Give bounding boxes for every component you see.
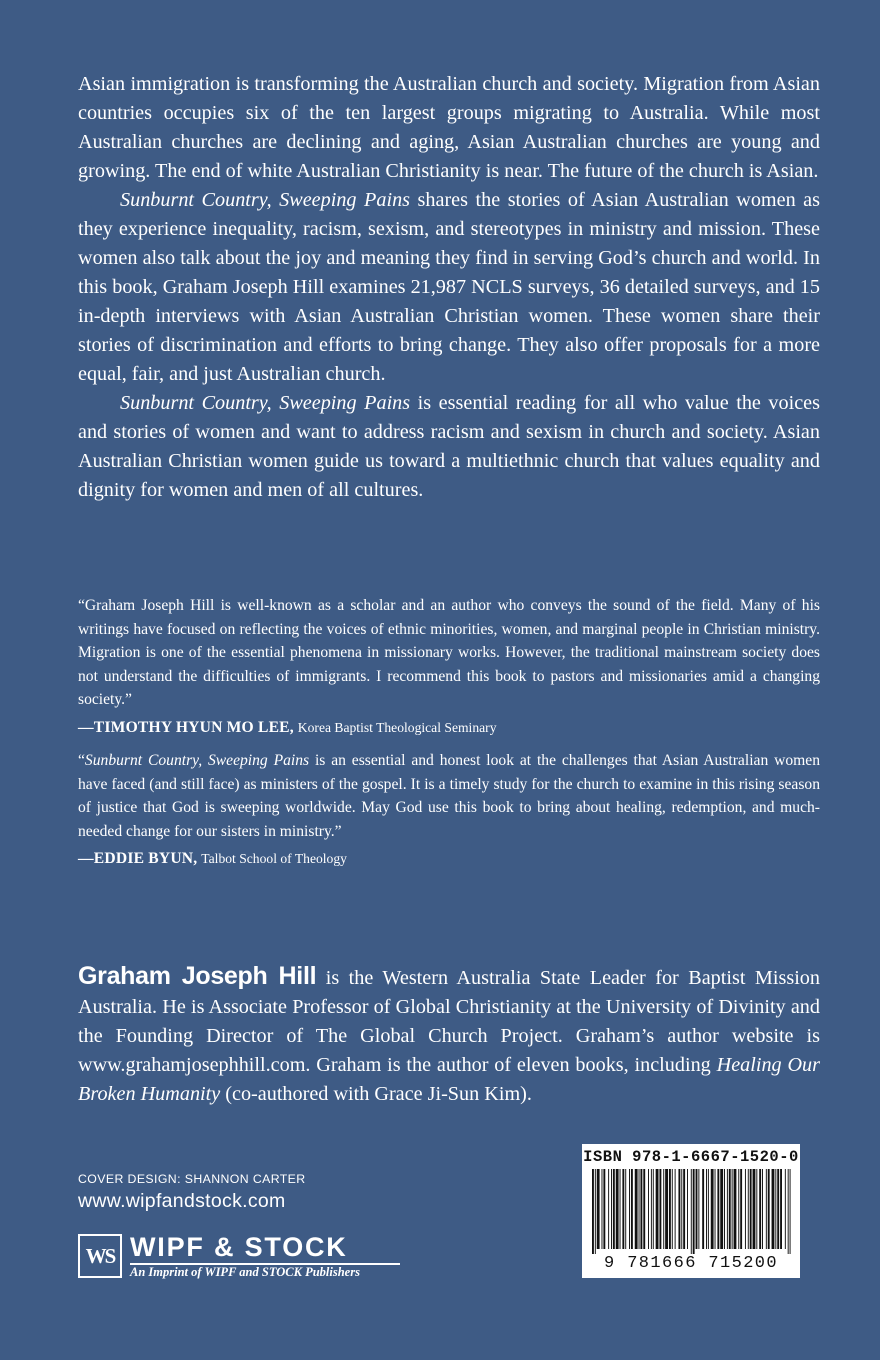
author-bio-paragraph: [78, 962, 820, 1109]
ws-logo-icon: WS: [78, 1234, 122, 1278]
publisher-name: WIPF & STOCK: [130, 1232, 348, 1262]
book-title-italic: Sunburnt Country, Sweeping Pains: [84, 752, 310, 769]
book-title-italic: Sunburnt Country, Sweeping Pains: [120, 189, 411, 211]
publisher-logo: [78, 1234, 408, 1282]
quote-open-mark: “: [78, 752, 85, 769]
endorsement-text: is an essential and honest look at the challenges that Asian Australian women have faced (and still face) as ministers of the gospel. It is a timely study for the church to examine in this rising season of justice that God is sweeping worldwide. May God use this book to bring about healing, redemption, and much-needed change for our sisters in ministry.”: [78, 752, 820, 840]
barcode-digits: 9 781666 715200: [582, 1254, 800, 1273]
endorser-affiliation: Korea Baptist Theological Seminary: [297, 719, 497, 735]
endorsement-1: [78, 594, 820, 740]
book-title-italic: Sunburnt Country, Sweeping Pains: [120, 392, 411, 414]
isbn-number: ISBN 978-1-6667-1520-0: [583, 1148, 799, 1166]
endorser-name: —EDDIE BYUN,: [78, 850, 198, 868]
description-paragraph-2: [78, 186, 820, 389]
author-name: Graham Joseph Hill: [78, 962, 317, 990]
publisher-tagline: An Imprint of WIPF and STOCK Publishers: [130, 1265, 360, 1279]
description-text: shares the stories of Asian Australian women as they experience inequality, racism, sexism, and stereotypes in ministry and mission. These women also talk about the joy and meaning they find in serving God’s church and world. In this book, Graham Joseph Hill examines 21,987 NCLS surveys, 36 detailed surveys, and 15 in-depth interviews with Asian Australian Christian women. These women share their stories of discrimination and efforts to bring change. They also offer proposals for a more equal, fair, and just Australian church.: [78, 189, 820, 385]
author-bio: [78, 962, 820, 1109]
bio-text: is the Western Australia State Leader for Baptist Mission Australia. He is Associate Professor of Global Christianity at the University of Divinity and the Founding Director of The Global Church Project. Graham’s author website is www.grahamjosephhill.com. Graham is the author of eleven books, including: [78, 967, 820, 1076]
barcode-icon: [590, 1169, 792, 1255]
bio-text-end: (co-authored with Grace Ji-Sun Kim).: [220, 1083, 532, 1105]
endorsement-quote: [78, 749, 820, 843]
endorsement-quote: “Graham Joseph Hill is well-known as a scholar and an author who conveys the sound of the field. Many of his writings have focused on reflecting the voices of ethnic minorities, women, and marginal people in Christian ministry. Migration is one of the essential phenomena in missionary works. However, the traditional mainstream society does not understand the difficulties of immigrants. I recommend this book to pastors and missionaries amid a changing society.”: [78, 597, 820, 709]
credits: [78, 1172, 306, 1213]
description-paragraph-1: Asian immigration is transforming the Australian church and society. Migration from Asian countries occupies six of the ten largest groups migrating to Australia. While most Australian churches are declining and aging, Asian Australian churches are young and growing. The end of white Australian Christianity is near. The future of the church is Asian.: [78, 73, 820, 182]
isbn-barcode: [582, 1144, 800, 1278]
other-book-title: Healing Our Broken Humanity: [78, 1054, 820, 1105]
endorsement-2: [78, 749, 820, 871]
endorsement-attribution: [78, 847, 820, 871]
publisher-website: www.wipfandstock.com: [78, 1190, 286, 1212]
description-text: is essential reading for all who value the voices and stories of women and want to address racism and sexism in church and society. Asian Australian Christian women guide us toward a multiethnic church that values equality and dignity for women and men of all cultures.: [78, 392, 820, 501]
book-description: [78, 70, 820, 505]
description-paragraph-3: [78, 389, 820, 505]
endorser-name: —TIMOTHY HYUN MO LEE,: [78, 718, 294, 736]
endorser-affiliation: Talbot School of Theology: [201, 851, 347, 867]
cover-design-credit: COVER DESIGN: SHANNON CARTER: [78, 1172, 306, 1186]
endorsement-attribution: [78, 716, 820, 740]
